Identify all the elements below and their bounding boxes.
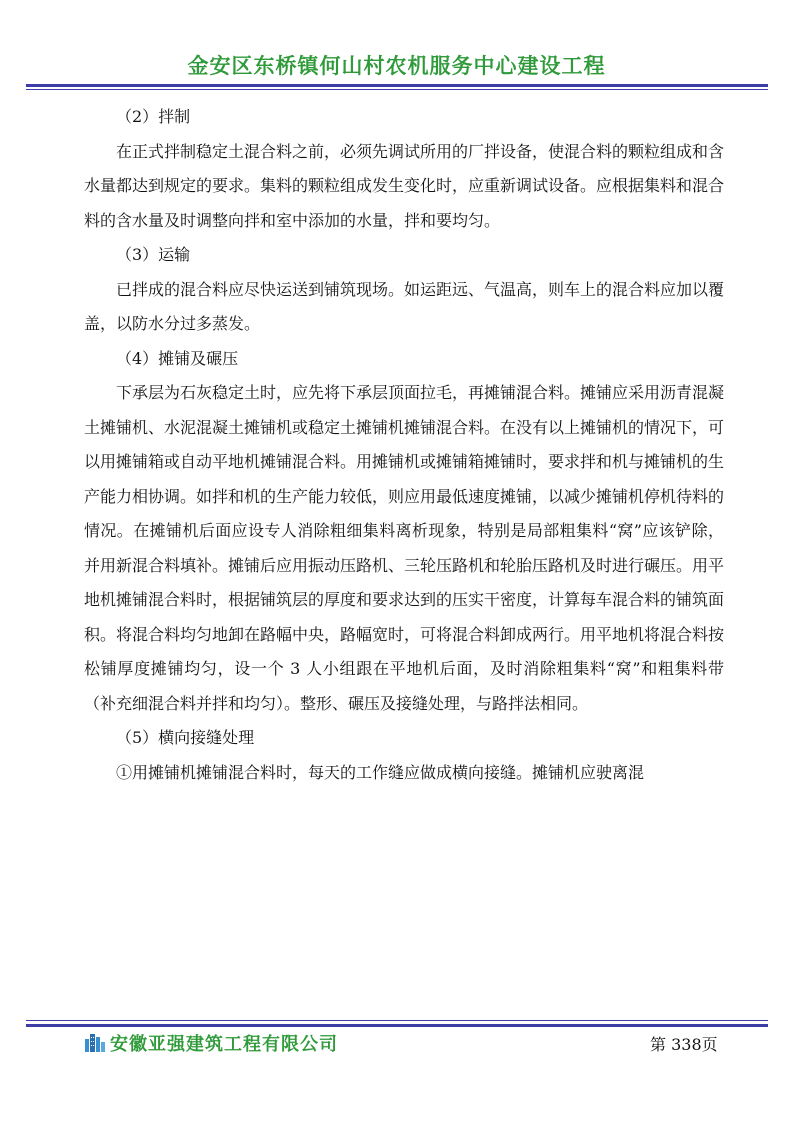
header-rule-thin [26, 89, 768, 90]
footer-page-number: 第 338页 [650, 1035, 718, 1054]
section-heading-paving: （4）摊铺及碾压 [116, 348, 239, 368]
section-heading-transport: （3）运输 [116, 245, 191, 264]
section-heading-mixing: （2）拌制 [116, 107, 191, 126]
section-heading-transverse-joint: （5）横向接缝处理 [116, 728, 255, 747]
paragraph-transport: 已拌成的混合料应尽快运送到铺筑现场。如运距远、气温高，则车上的混合料应加以覆盖，以防水分过多蒸发。 [84, 279, 725, 333]
header-rule-thick [26, 84, 768, 87]
footer-company-name: 安徽亚强建筑工程有限公司 [110, 1034, 338, 1055]
document-body [84, 100, 724, 790]
paragraph-transverse-joint: ①用摊铺机摊铺混合料时，每天的工作缝应做成横向接缝。摊铺机应驶离混 [116, 762, 645, 782]
document-header-title: 金安区东桥镇何山村农机服务中心建设工程 [187, 54, 606, 78]
footer-rule-thick [26, 1024, 768, 1027]
paragraph-paving: 下承层为石灰稳定土时，应先将下承层顶面拉毛，再摊铺混合料。摊铺应采用沥青混凝土摊铺机、水泥混凝土摊铺机或稳定土摊铺机摊铺混合料。在没有以上摊铺机的情况下，可以用摊铺箱或自动平地机摊铺混合料。用摊铺机或摊铺箱摊铺时，要求拌和机与摊铺机的生产能力相协调。如拌和机的生产能力较低，则应用最低速度摊铺，以减少摊铺机停机待料的情况。在摊铺机后面应设专人消除粗细集料离析现象，特别是局部粗集料“窝”应该铲除，并用新混合料填补。摊铺后应用振动压路机、三轮压路机和轮胎压路机及时进行碾压。用平地机摊铺混合料时，根据铺筑层的厚度和要求达到的压实干密度，计算每车混合料的铺筑面积。将混合料均匀地卸在路幅中央，路幅宽时，可将混合料卸成两行。用平地机将混合料按松铺厚度摊铺均匀，设一个 3 人小组跟在平地机后面，及时消除粗集料“窝”和粗集料带（补充细混合料并拌和均匀）。整形、碾压及接缝处理，与路拌法相同。 [84, 383, 725, 713]
footer-rule-thin [26, 1020, 768, 1021]
building-logo-icon [84, 1031, 106, 1053]
paragraph-mixing: 在正式拌制稳定土混合料之前，必须先调试所用的厂拌设备，使混合料的颗粒组成和含水量都达到规定的要求。集料的颗粒组成发生变化时，应重新调试设备。应根据集料和混合料的含水量及时调整向拌和室中添加的水量，拌和要均匀。 [84, 141, 725, 230]
